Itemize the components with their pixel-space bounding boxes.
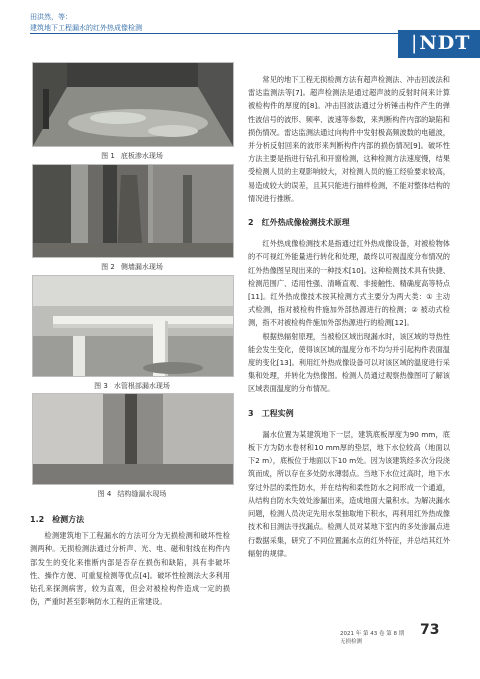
- journal-issue: 2021 年 第 43 卷 第 8 期: [340, 631, 405, 637]
- page-header: [0, 0, 480, 60]
- header-rule: [30, 33, 435, 34]
- figure-4-caption: 图 4 结构缝漏水现场: [97, 490, 167, 498]
- figure-3-photo: [32, 275, 234, 377]
- figure-1: [32, 62, 232, 161]
- section-heading-1-2: 1.2 检测方法: [30, 515, 85, 524]
- paragraph-detection-methods: 检测建筑地下工程漏水的方法可分为无损检测和破坏性检测两种。无损检测法通过分析声、光、电、磁和射线在构件内部发生的变化来推断内部是否存在损伤和缺陷，具有非破坏性、操作方便、可重复检测等优点[4]。破坏性检测法大多利用钻孔来探测病害，较为直观，但会对被检构件造成一定的损伤，严重时甚至影响防水工程的正常建设。: [30, 531, 230, 607]
- figure-3: [32, 275, 232, 391]
- figure-1-caption: 图 1 底板渗水现场: [101, 152, 163, 160]
- figure-2-photo: [32, 164, 234, 258]
- section-heading-2: 2 红外热成像检测技术原理: [248, 218, 350, 228]
- section-heading-3: 3 工程实例: [248, 408, 294, 418]
- figure-2: [32, 164, 232, 272]
- figure-2-caption: 图 2 侧墙漏水现场: [101, 263, 163, 271]
- journal-info: [340, 630, 404, 646]
- ndt-logo: |NDT: [411, 32, 471, 54]
- figure-4-photo: [32, 393, 234, 485]
- running-head-title: 建筑地下工程漏水的红外热成像检测: [30, 24, 142, 32]
- figure-3-caption: 图 3 水管根部漏水现场: [94, 382, 170, 390]
- paragraph-ndt-methods: 常见的地下工程无损检测方法有超声检测法、冲击回波法和雷达监测法等[7]。超声检测法是通过超声波的反射时间来计算被检构件的厚度的[8]。冲击回波法通过分析锤击构件产生的弹性波信号的波形、频率、波速等参数，来判断构件内部的缺陷和损伤情况。雷达监测法通过向构件中发射极高频波数的电磁波，并分析反射回来的波形来判断构件内部的损伤情况[9]。破坏性方法主要是指进行钻孔和开窗检测，这种检测方法速度慢，结果受检测人员的主观影响较大，对检测人员的施工经验要求较高，易造成较大的误差，且其只能进行抽样检测，不能对整体结构的情况进行推断。: [248, 75, 450, 203]
- page-number: 73: [420, 622, 440, 638]
- journal-name: 无损检测: [340, 639, 363, 645]
- figure-4: [32, 393, 232, 499]
- right-column-text: [248, 73, 450, 560]
- paragraph-ir-principle: 红外热成像检测技术是指通过红外热成像设备，对被检物体的不可视红外能量进行转化和处理，最终以可视温度分布情况的红外热像图呈现出来的一种技术[10]。这种检测技术具有快捷、检测范围广、适用性强、清晰直观、非接触性、精确度高等特点[11]。红外热成像技术按其检测方式主要分为两大类：① 主动式检测，指对被检构件施加外部热源进行的检测；② 被动式检测，指不对被检构件施加外部热源进行的检测[12]。: [248, 239, 450, 328]
- paragraph-case-study: 漏水位置为某建筑地下一层，建筑底板厚度为90 mm，底板下方为防水卷材和10 mm厚的垫层，地下水位较高（地面以下2 m），底板位于地面以下10 m处。因为该建筑经多次分段浇筑而成，所以存在多处防水薄弱点。当地下水位过高时，地下水穿过外层的柔性防水，并在结构和柔性防水之间形成一个通道，从结构自防水失效处渗漏出来，造成地面大量积水。为解决漏水问题，检测人员决定先用水泵抽取地下积水，再利用红外热成像技术和目测法寻找漏点。检测人员对某地下室内的多处渗漏点进行数据采集，研究了不同位置漏水点的红外特征，并总结其红外辐射的规律。: [248, 429, 450, 558]
- running-head-authors: 田洪然，等：: [30, 13, 72, 21]
- paragraph-heat-radiation: 根据热辐射原理，当被检区域出现漏水时，该区域的导热性能会发生变化，使得该区域的温度分布不均匀并引起构件表面温度的变化[13]。利用红外热成像设备可以对该区域的温度进行采集和处理，并转化为热像图。检测人员通过观察热像图可了解该区域表面温度的分布情况。: [248, 331, 450, 394]
- figure-1-photo: [32, 62, 234, 147]
- left-column-text: [30, 513, 230, 608]
